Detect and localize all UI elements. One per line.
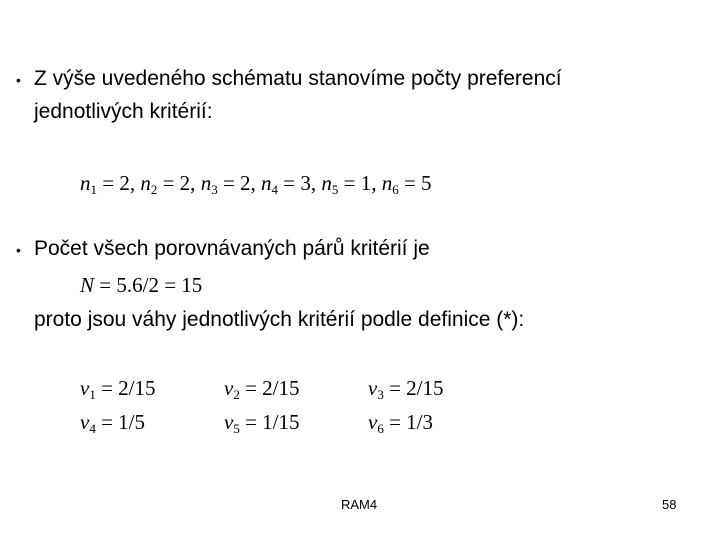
bullet-icon: • bbox=[16, 242, 21, 258]
n-term-1: $n_1 = 2$, bbox=[80, 171, 141, 197]
bullet-icon: • bbox=[16, 72, 21, 88]
page-number: 58 bbox=[662, 497, 677, 512]
n-term-4: $n_4 = 3$, bbox=[261, 171, 322, 197]
weight-v4: $v_4 = 1/5$ bbox=[80, 410, 146, 436]
pair-count-formula: N = 5.6/2 = 15 bbox=[80, 273, 203, 297]
weight-v3: $v_3 = 2/15$ bbox=[368, 376, 444, 402]
n-term-6: $n_6 = 5$ bbox=[381, 171, 432, 197]
paragraph-1-line-2: jednotlivých kritérií: bbox=[34, 100, 213, 123]
n-term-2: $n_2 = 2$, bbox=[140, 171, 201, 197]
n-values-line bbox=[80, 171, 432, 196]
weight-v2: $v_2 = 2/15$ bbox=[224, 376, 300, 402]
paragraph-1-line-1: Z výše uvedeného schématu stanovíme počty preferencí bbox=[34, 67, 562, 90]
paragraph-2-line-3: proto jsou váhy jednotlivých kritérií podle definice (*): bbox=[34, 308, 525, 331]
paragraph-2-line-1: Počet všech porovnávaných párů kritérií je bbox=[34, 237, 430, 260]
footer-label: RAM4 bbox=[341, 497, 378, 512]
n-term-3: $n_3 = 2$, bbox=[200, 171, 262, 197]
weight-v5: $v_5 = 1/15$ bbox=[224, 410, 300, 436]
weight-v6: $v_6 = 1/3$ bbox=[368, 410, 434, 436]
weight-v1: $v_1 = 2/15$ bbox=[80, 376, 156, 402]
n-term-5: $n_5 = 1$, bbox=[321, 171, 382, 197]
